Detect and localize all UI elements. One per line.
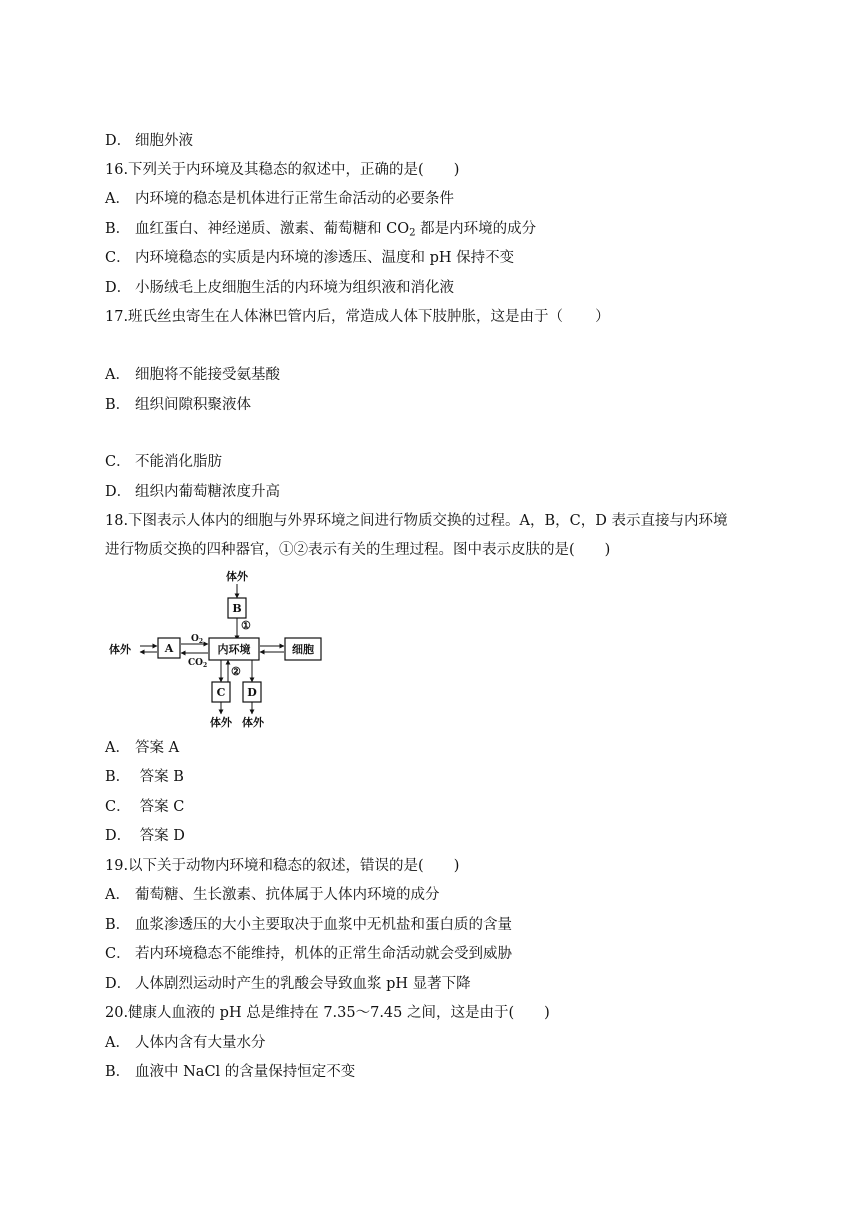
option-label: D． <box>105 828 132 844</box>
option-label: A． <box>105 367 130 383</box>
option-d <box>105 826 185 846</box>
option-text: 答案 B <box>135 769 184 785</box>
stem-paren: ） <box>595 309 610 325</box>
option-text: 人体剧烈运动时产生的乳酸会导致血浆 pH 显著下降 <box>135 976 471 992</box>
question-20-stem <box>105 1003 550 1023</box>
exchange-diagram <box>100 568 330 730</box>
option-d <box>105 131 193 151</box>
stem-text: 19.以下关于动物内环境和稳态的叙述，错误的是( <box>105 858 424 874</box>
option-label: B． <box>105 1064 131 1080</box>
option-label: C． <box>105 454 131 470</box>
label-outside-d: 体外 <box>242 716 264 729</box>
option-label: A． <box>105 887 130 903</box>
question-17-stem <box>105 307 610 327</box>
option-label: B． <box>105 397 131 413</box>
option-label: A． <box>105 191 130 207</box>
option-label: A． <box>105 1035 130 1051</box>
option-c <box>105 944 512 964</box>
label-o2: $O_2$ <box>191 634 204 645</box>
label-center: 内环境 <box>217 643 251 656</box>
option-d <box>105 482 280 502</box>
stem-text: 进行物质交换的四种器官，①②表示有关的生理过程。图中表示皮肤的是( <box>105 542 575 558</box>
option-d <box>105 974 471 994</box>
stem-text: 16.下列关于内环境及其稳态的叙述中，正确的是( <box>105 162 424 178</box>
option-c <box>105 248 514 268</box>
option-label: C． <box>105 799 131 815</box>
option-text: 葡萄糖、生长激素、抗体属于人体内环境的成分 <box>135 887 440 903</box>
option-text: 小肠绒毛上皮细胞生活的内环境为组织液和消化液 <box>135 280 454 296</box>
stem-text: 20.健康人血液的 pH 总是维持在 7.35～7.45 之间，这是由于( <box>105 1005 515 1021</box>
label-proc1: ① <box>241 619 251 632</box>
label-outside-top: 体外 <box>226 570 248 583</box>
question-16-stem <box>105 160 459 180</box>
question-18-stem-line1: 18.下图表示人体内的细胞与外界环境之间进行物质交换的过程。A，B，C，D 表示直接与内环境 <box>105 513 728 529</box>
option-text: 细胞外液 <box>135 133 193 149</box>
option-text: 血液中 NaCl 的含量保持恒定不变 <box>135 1064 356 1080</box>
label-d: D <box>247 686 257 699</box>
option-label: D． <box>105 280 132 296</box>
option-c <box>105 452 222 472</box>
option-label: D． <box>105 484 132 500</box>
option-text-tail: 都是内环境的成分 <box>415 221 537 237</box>
option-b <box>105 1062 355 1082</box>
label-proc2: ② <box>231 665 241 678</box>
option-label: B． <box>105 221 131 237</box>
question-19-stem <box>105 856 459 876</box>
option-a <box>105 365 280 385</box>
option-label: B． <box>105 769 131 785</box>
option-label: D． <box>105 976 132 992</box>
label-outside-left: 体外 <box>109 643 131 656</box>
option-text: 内环境的稳态是机体进行正常生命活动的必要条件 <box>135 191 454 207</box>
option-text: 不能消化脂肪 <box>135 454 222 470</box>
option-text: 答案 D <box>135 828 185 844</box>
option-a <box>105 885 440 905</box>
option-text: 答案 A <box>135 740 180 756</box>
option-text: 血浆渗透压的大小主要取决于血浆中无机盐和蛋白质的含量 <box>135 917 512 933</box>
option-label: A． <box>105 740 130 756</box>
option-text: 血红蛋白、神经递质、激素、葡萄糖和 CO <box>135 221 410 237</box>
option-text: 内环境稳态的实质是内环境的渗透压、温度和 pH 保持不变 <box>135 250 515 266</box>
stem-paren: ) <box>453 162 460 178</box>
label-cell: 细胞 <box>292 643 314 656</box>
option-a <box>105 738 179 758</box>
option-b <box>105 915 512 935</box>
option-text: 组织内葡萄糖浓度升高 <box>135 484 280 500</box>
stem-text: 17.班氏丝虫寄生在人体淋巴管内后，常造成人体下肢肿胀，这是由于（ <box>105 309 564 325</box>
option-text: 若内环境稳态不能维持，机体的正常生命活动就会受到威胁 <box>135 946 512 962</box>
subscript: 2 <box>409 227 416 239</box>
stem-paren: ) <box>604 542 611 558</box>
question-18-stem-line2 <box>105 540 610 560</box>
option-text: 细胞将不能接受氨基酸 <box>135 367 280 383</box>
option-b <box>105 395 251 415</box>
option-d <box>105 278 454 298</box>
option-b <box>105 219 536 244</box>
label-outside-c: 体外 <box>210 716 232 729</box>
option-a <box>105 1033 266 1053</box>
option-text: 组织间隙积聚液体 <box>135 397 251 413</box>
label-co2: $CO_2$ <box>188 658 208 669</box>
label-b: B <box>232 602 242 615</box>
option-label: B． <box>105 917 131 933</box>
stem-paren: ) <box>544 1005 550 1021</box>
option-label: C． <box>105 946 131 962</box>
option-b <box>105 767 184 787</box>
option-c <box>105 797 184 817</box>
label-c: C <box>216 686 226 699</box>
option-text: 答案 C <box>135 799 185 815</box>
option-label: C． <box>105 250 131 266</box>
option-a <box>105 189 454 209</box>
option-label: D． <box>105 133 132 149</box>
option-text: 人体内含有大量水分 <box>135 1035 266 1051</box>
stem-paren: ) <box>453 858 460 874</box>
label-a: A <box>164 642 174 655</box>
